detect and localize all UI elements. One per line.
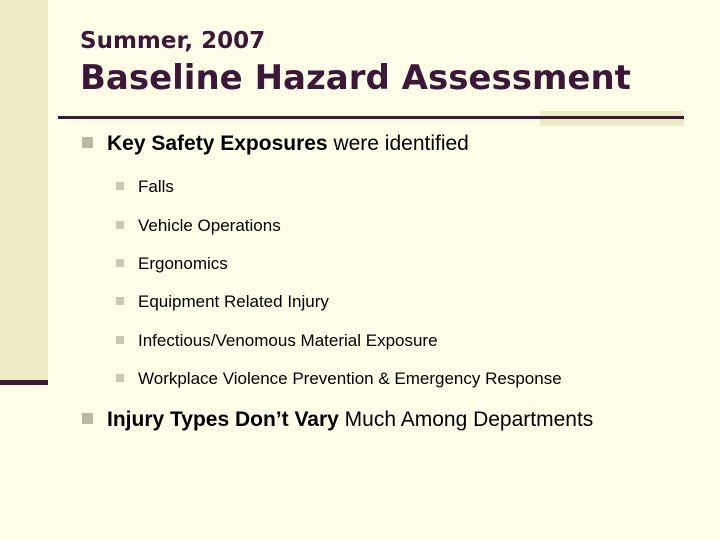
square-bullet-icon [116,297,124,305]
square-bullet-icon [116,182,124,190]
bullet-bold-text: Key Safety Exposures [107,132,328,155]
sub-bullet-item [116,216,281,236]
left-accent-rule [0,380,48,385]
bullet-text: Much Among Departments [338,408,594,431]
bullet-bold-text: Injury Types Don’t Vary [107,408,339,431]
square-bullet-icon [116,374,124,382]
sub-bullet-item [116,292,329,312]
sub-bullet-item [116,331,438,351]
square-bullet-icon [116,336,124,344]
square-bullet-icon [116,221,124,229]
sub-bullet-text: Ergonomics [138,254,228,273]
sub-bullet-text: Workplace Violence Prevention & Emergency Response [138,369,562,388]
square-bullet-icon [82,413,93,424]
slide-title: Baseline Hazard Assessment [80,58,631,98]
sub-bullet-item [116,369,562,389]
sub-bullet-item [116,177,174,197]
bullet-key-safety-exposures [82,132,469,156]
slide-subtitle: Summer, 2007 [80,28,266,54]
left-decorative-band [0,0,48,383]
bullet-text: were identified [327,132,469,155]
sub-bullet-item [116,254,228,274]
title-divider-rule [58,116,684,119]
square-bullet-icon [82,137,93,148]
bullet-injury-types [82,408,593,432]
sub-bullet-text: Infectious/Venomous Material Exposure [138,331,438,350]
sub-bullet-text: Equipment Related Injury [138,292,329,311]
square-bullet-icon [116,259,124,267]
sub-bullet-text: Falls [138,177,174,196]
sub-bullet-text: Vehicle Operations [138,216,281,235]
